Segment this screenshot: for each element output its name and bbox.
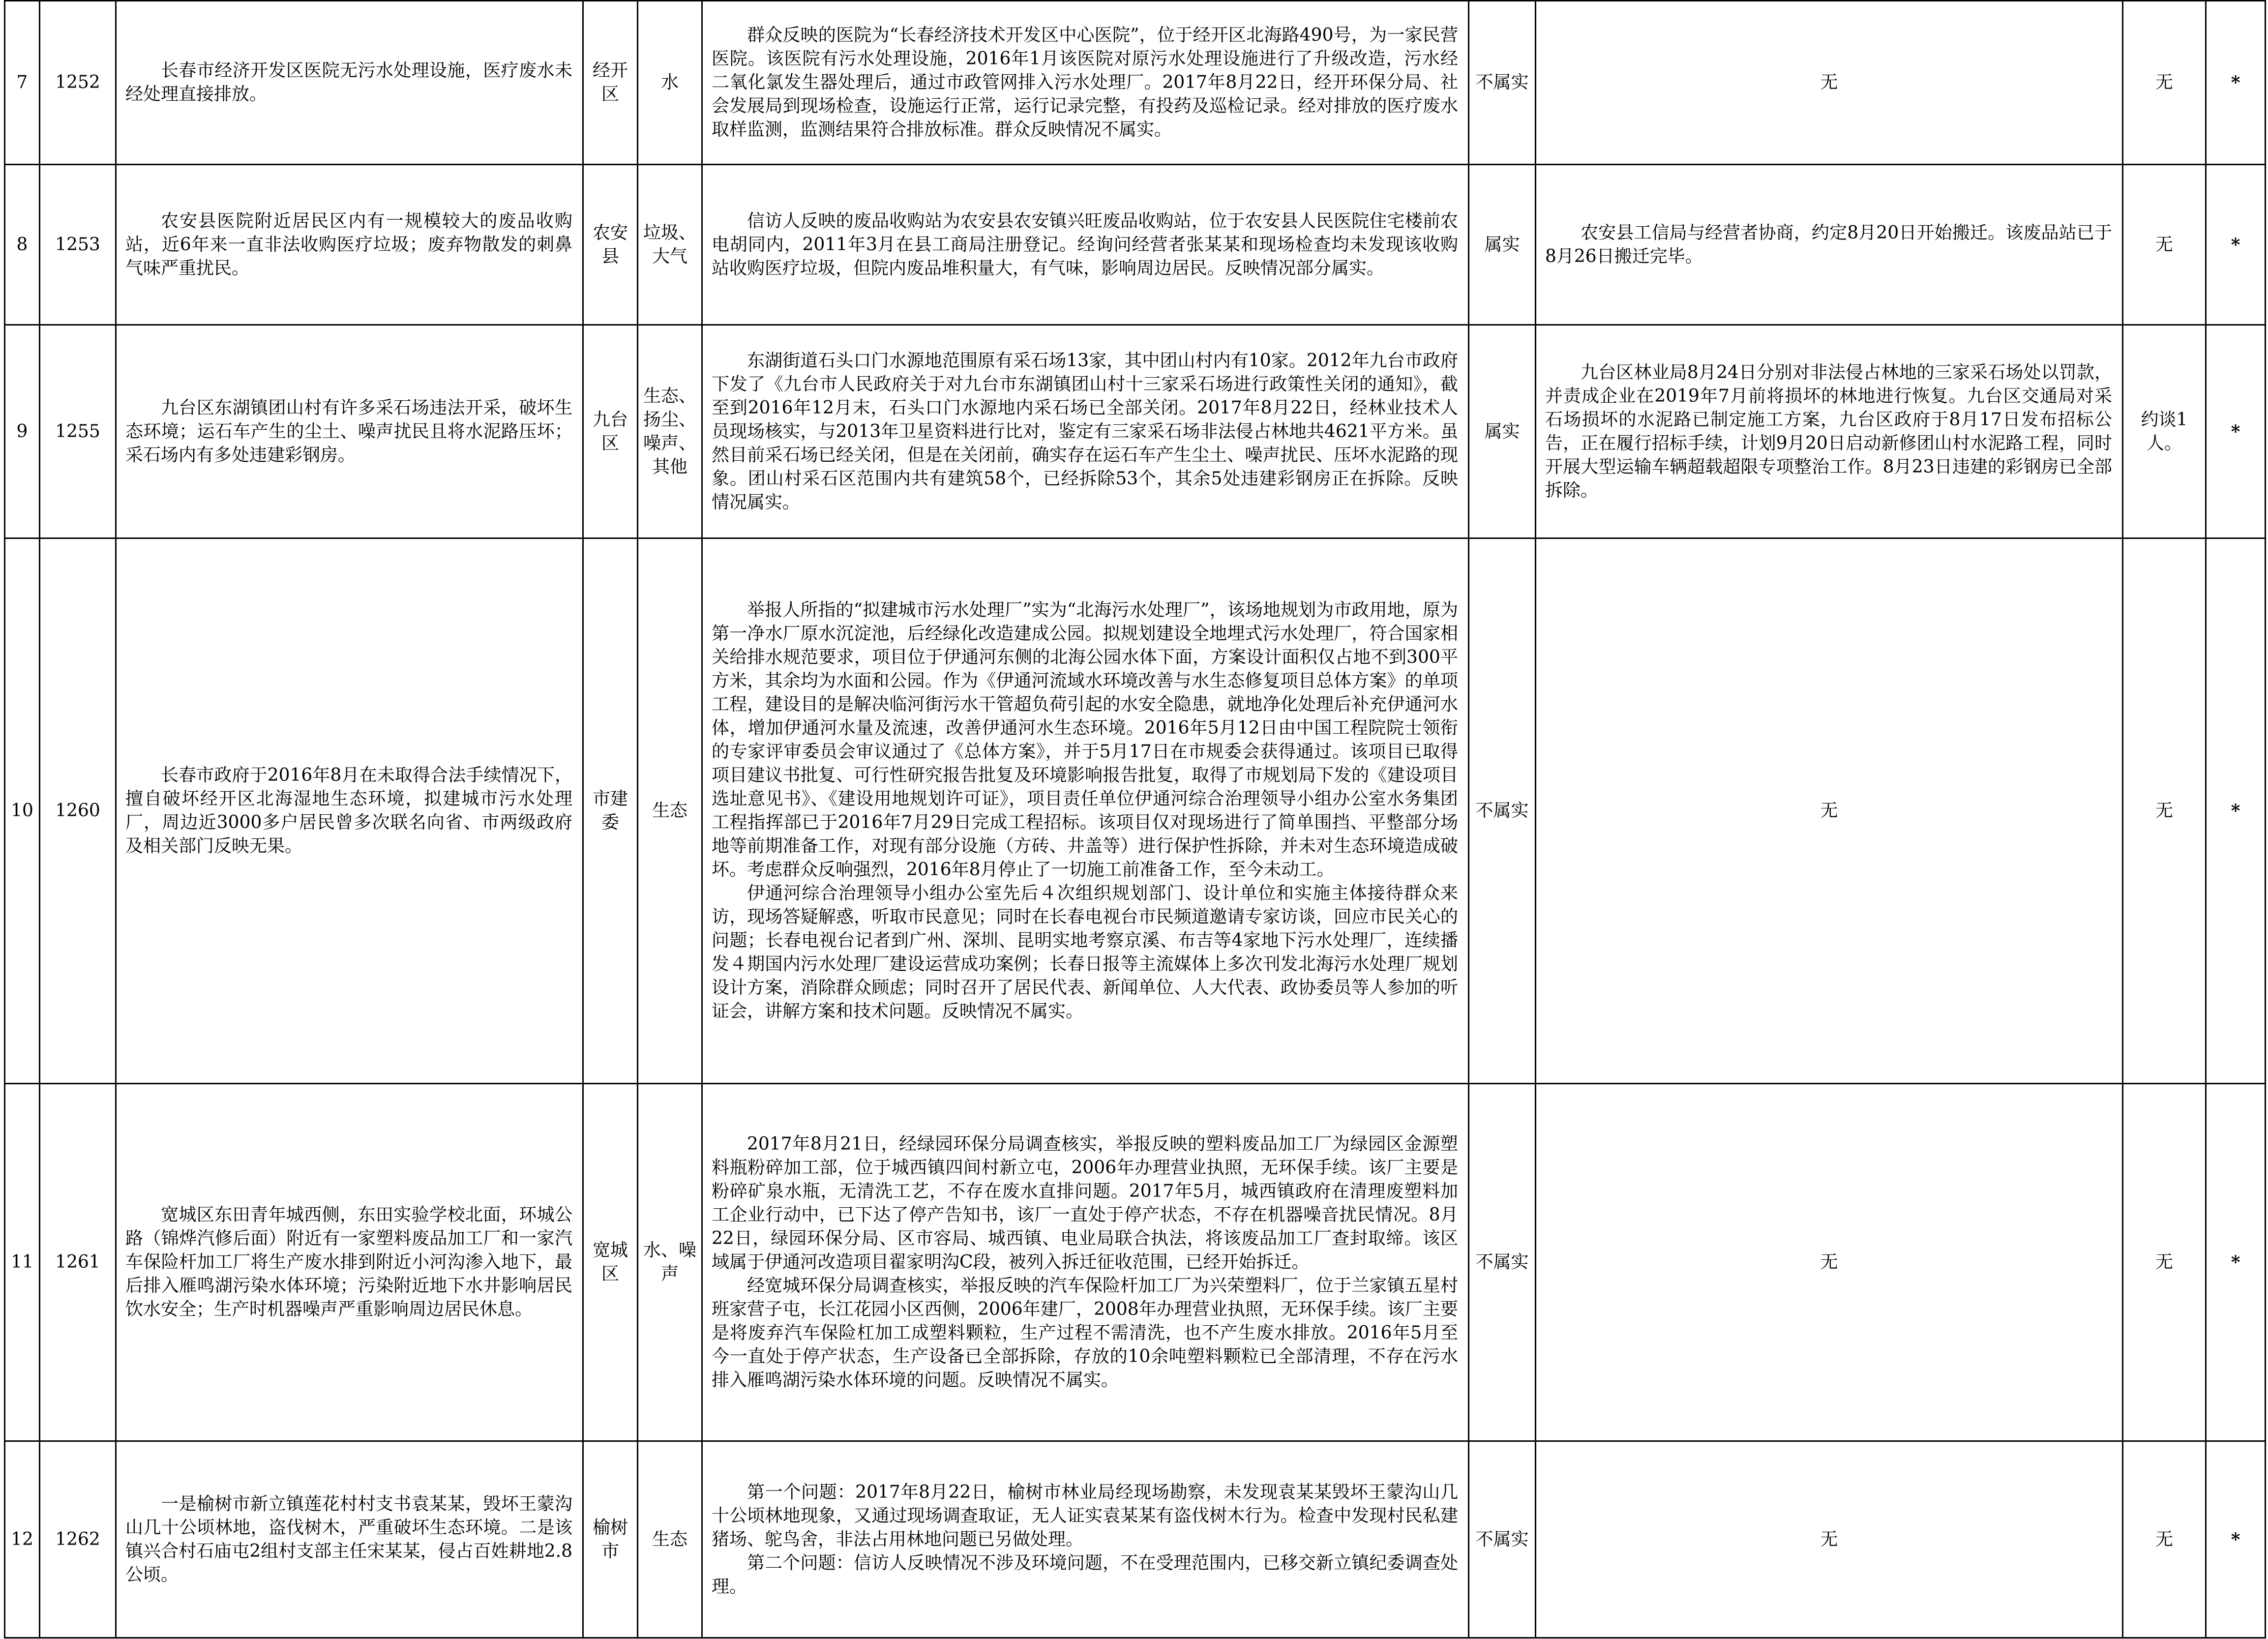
row-pollution-type: 生态、扬尘、噪声、其他 [638, 325, 702, 538]
findings-paragraph: 经宽城环保分局调查核实，举报反映的汽车保险杆加工厂为兴荣塑料厂，位于兰家镇五星村班家营子屯，长江花园小区西侧，2006年建厂，2008年办理营业执照，无环保手续。该厂主要是将废弃汽车保险杠加工成塑料颗粒，生产过程不需清洗，也不产生废水排放。2016年5月至今一直处于停产状态，生产设备已全部拆除，存放的10余吨塑料颗粒已全部清理，不存在污水排入雁鸣湖污染水体环境的问题。反映情况不属实。 [712, 1276, 1458, 1390]
table-row [5, 1, 2266, 165]
row-district: 经开区 [583, 1, 638, 165]
row-district: 宽城区 [583, 1084, 638, 1441]
row-findings [702, 1084, 1469, 1441]
table-row [5, 325, 2266, 538]
rectification-text: 农安县工信局与经营者协商，约定8月20日开始搬迁。该废品站已于8月26日搬迁完毕。 [1545, 222, 2112, 267]
case-table [4, 0, 2266, 1639]
row-findings [702, 165, 1469, 325]
row-complaint [116, 325, 583, 538]
row-case-id: 1252 [40, 1, 116, 165]
row-pollution-type: 水、噪声 [638, 1084, 702, 1441]
row-verdict: 不属实 [1469, 1, 1536, 165]
row-district: 九台区 [583, 325, 638, 538]
row-district: 农安县 [583, 165, 638, 325]
row-case-id: 1262 [40, 1441, 116, 1638]
row-case-id: 1253 [40, 165, 116, 325]
findings-paragraph: 举报人所指的“拟建城市污水处理厂”实为“北海污水处理厂”，该场地规划为市政用地，原为第一净水厂原水沉淀池，后经绿化改造建成公园。拟规划建设全地埋式污水处理厂，符合国家相关给排水规范要求，项目位于伊通河东侧的北海公园水体下面，方案设计面积仅占地不到300平方米，其余均为水面和公园。作为《伊通河流域水环境改善与水生态修复项目总体方案》的单项工程，建设目的是解决临河街污水干管超负荷引起的水安全隐患，就地净化处理后补充伊通河水体，增加伊通河水量及流速，改善伊通河水生态环境。2016年5月12日由中国工程院院士领衔的专家评审委员会审议通过了《总体方案》，并于5月17日在市规委会获得通过。该项目已取得项目建议书批复、可行性研究报告批复及环境影响报告批复，取得了市规划局下发的《建设项目选址意见书》、《建设用地规划许可证》，项目责任单位伊通河综合治理领导小组办公室水务集团工程指挥部已于2016年7月29日完成工程招标。该项目仅对现场进行了简单围挡、平整部分场地等前期准备工作，对现有部分设施（方砖、井盖等）进行保护性拆除，并未对生态环境造成破坏。考虑群众反响强烈，2016年8月停止了一切施工前准备工作，至今未动工。 [712, 600, 1458, 880]
row-complaint [116, 1, 583, 165]
row-district: 市建委 [583, 538, 638, 1084]
complaint-text: 农安县医院附近居民区内有一规模较大的废品收购站，近6年来一直非法收购医疗垃圾；废弃物散发的刺鼻气味严重扰民。 [125, 210, 572, 278]
row-district: 榆树市 [583, 1441, 638, 1638]
table-row [5, 1441, 2266, 1638]
row-complaint [116, 1441, 583, 1638]
row-accountability: 约谈1人。 [2123, 325, 2206, 538]
complaint-text: 长春市政府于2016年8月在未取得合法手续情况下，擅自破坏经开区北海湿地生态环境，拟建城市污水处理厂，周边近3000多户居民曾多次联名向省、市两级政府及相关部门反映无果。 [125, 765, 572, 856]
findings-paragraph: 第一个问题：2017年8月22日，榆树市林业局经现场勘察，未发现袁某某毁坏王蒙沟山几十公顷林地现象，又通过现场调查取证，无人证实袁某某有盗伐树木行为。检查中发现村民私建猪场、鸵鸟舍，非法占用林地问题已另做处理。 [712, 1482, 1458, 1550]
findings-paragraph: 信访人反映的废品收购站为农安县农安镇兴旺废品收购站，位于农安县人民医院住宅楼前农电胡同内，2011年3月在县工商局注册登记。经询问经营者张某某和现场检查均未发现该收购站收购医疗垃圾，但院内废品堆积量大，有气味，影响周边居民。反映情况部分属实。 [712, 210, 1458, 278]
row-case-id: 1260 [40, 538, 116, 1084]
row-rectification: 无 [1536, 1441, 2123, 1638]
complaint-text: 九台区东湖镇团山村有许多采石场违法开采，破坏生态环境；运石车产生的尘土、噪声扰民且将水泥路压坏；采石场内有多处违建彩钢房。 [125, 397, 572, 465]
table-row [5, 538, 2266, 1084]
row-mark: * [2206, 165, 2266, 325]
findings-paragraph: 伊通河综合治理领导小组办公室先后４次组织规划部门、设计单位和实施主体接待群众来访，现场答疑解惑，听取市民意见；同时在长春电视台市民频道邀请专家访谈，回应市民关心的问题；长春电视台记者到广州、深圳、昆明实地考察京溪、布吉等4家地下污水处理厂，连续播发４期国内污水处理厂建设运营成功案例；长春日报等主流媒体上多次刊发北海污水处理厂规划设计方案，消除群众顾虑；同时召开了居民代表、新闻单位、人大代表、政协委员等人参加的听证会，讲解方案和技术问题。反映情况不属实。 [712, 883, 1458, 1021]
row-rectification: 无 [1536, 1084, 2123, 1441]
row-pollution-type: 垃圾、大气 [638, 165, 702, 325]
row-accountability: 无 [2123, 1, 2206, 165]
row-seq: 9 [5, 325, 40, 538]
row-complaint [116, 1084, 583, 1441]
row-case-id: 1261 [40, 1084, 116, 1441]
row-rectification [1536, 325, 2123, 538]
row-seq: 7 [5, 1, 40, 165]
row-case-id: 1255 [40, 325, 116, 538]
row-findings [702, 325, 1469, 538]
row-seq: 10 [5, 538, 40, 1084]
complaint-text: 一是榆树市新立镇莲花村村支书袁某某，毁坏王蒙沟山几十公顷林地，盗伐树木，严重破坏生态环境。二是该镇兴合村石庙屯2组村支部主任宋某某，侵占百姓耕地2.8公顷。 [125, 1493, 572, 1585]
row-accountability: 无 [2123, 165, 2206, 325]
row-findings [702, 1441, 1469, 1638]
row-seq: 8 [5, 165, 40, 325]
findings-paragraph: 第二个问题：信访人反映情况不涉及环境问题，不在受理范围内，已移交新立镇纪委调查处理。 [712, 1552, 1458, 1597]
row-verdict: 属实 [1469, 325, 1536, 538]
row-findings [702, 538, 1469, 1084]
row-verdict: 不属实 [1469, 1084, 1536, 1441]
row-rectification: 无 [1536, 538, 2123, 1084]
row-pollution-type: 生态 [638, 538, 702, 1084]
row-pollution-type: 水 [638, 1, 702, 165]
complaint-text: 长春市经济开发区医院无污水处理设施，医疗废水未经处理直接排放。 [125, 60, 572, 104]
row-seq: 12 [5, 1441, 40, 1638]
row-accountability: 无 [2123, 1084, 2206, 1441]
findings-paragraph: 群众反映的医院为“长春经济技术开发区中心医院”，位于经开区北海路490号，为一家民营医院。该医院有污水处理设施，2016年1月该医院对原污水处理设施进行了升级改造，污水经二氧化氯发生器处理后，通过市政管网排入污水处理厂。2017年8月22日，经开环保分局、社会发展局到现场检查，设施运行正常，运行记录完整，有投药及巡检记录。经对排放的医疗废水取样监测，监测结果符合排放标准。群众反映情况不属实。 [712, 25, 1458, 140]
table-row [5, 165, 2266, 325]
row-verdict: 属实 [1469, 165, 1536, 325]
row-pollution-type: 生态 [638, 1441, 702, 1638]
row-rectification [1536, 165, 2123, 325]
complaint-text: 宽城区东田青年城西侧，东田实验学校北面，环城公路（锦烨汽修后面）附近有一家塑料废品加工厂和一家汽车保险杆加工厂将生产废水排到附近小河沟渗入地下，最后排入雁鸣湖污染水体环境；污染附近地下水井影响居民饮水安全；生产时机器噪声严重影响周边居民休息。 [125, 1205, 572, 1319]
findings-paragraph: 东湖街道石头口门水源地范围原有采石场13家，其中团山村内有10家。2012年九台市政府下发了《九台市人民政府关于对九台市东湖镇团山村十三家采石场进行政策性关闭的通知》，截至到2016年12月末，石头口门水源地内采石场已全部关闭。2017年8月22日，经林业技术人员现场核实，与2013年卫星资料进行比对，鉴定有三家采石场非法侵占林地共4621平方米。虽然目前采石场已经关闭，但是在关闭前，确实存在运石车产生尘土、噪声扰民、压坏水泥路的现象。团山村采石区范围内共有建筑58个，已经拆除53个，其余5处违建彩钢房正在拆除。反映情况属实。 [712, 350, 1458, 512]
row-findings [702, 1, 1469, 165]
row-mark: * [2206, 1, 2266, 165]
row-rectification: 无 [1536, 1, 2123, 165]
row-mark: * [2206, 1441, 2266, 1638]
rectification-text: 九台区林业局8月24日分别对非法侵占林地的三家采石场处以罚款，并责成企业在2019年7月前将损坏的林地进行恢复。九台区交通局对采石场损坏的水泥路已制定施工方案，九台区政府于8月17日发布招标公告，正在履行招标手续，计划9月20日启动新修团山村水泥路工程，同时开展大型运输车辆超载超限专项整治工作。8月23日违建的彩钢房已全部拆除。 [1545, 362, 2112, 501]
row-verdict: 不属实 [1469, 538, 1536, 1084]
findings-paragraph: 2017年8月21日，经绿园环保分局调查核实，举报反映的塑料废品加工厂为绿园区金源塑料瓶粉碎加工部，位于城西镇四间村新立屯，2006年办理营业执照，无环保手续。该厂主要是粉碎矿泉水瓶，无清洗工艺，不存在废水直排问题。2017年5月，城西镇政府在清理废塑料加工企业行动中，已下达了停产告知书，该厂一直处于停产状态，不存在机器噪音扰民情况。8月22日，绿园环保分局、区市容局、城西镇、电业局联合执法，将该废品加工厂查封取缔。该区域属于伊通河改造项目翟家明沟C段，被列入拆迁征收范围，已经开始拆迁。 [712, 1134, 1458, 1272]
row-complaint [116, 165, 583, 325]
row-mark: * [2206, 538, 2266, 1084]
row-seq: 11 [5, 1084, 40, 1441]
row-mark: * [2206, 1084, 2266, 1441]
row-accountability: 无 [2123, 1441, 2206, 1638]
row-verdict: 不属实 [1469, 1441, 1536, 1638]
case-table-body [5, 1, 2266, 1638]
table-row [5, 1084, 2266, 1441]
row-accountability: 无 [2123, 538, 2206, 1084]
row-complaint [116, 538, 583, 1084]
row-mark: * [2206, 325, 2266, 538]
